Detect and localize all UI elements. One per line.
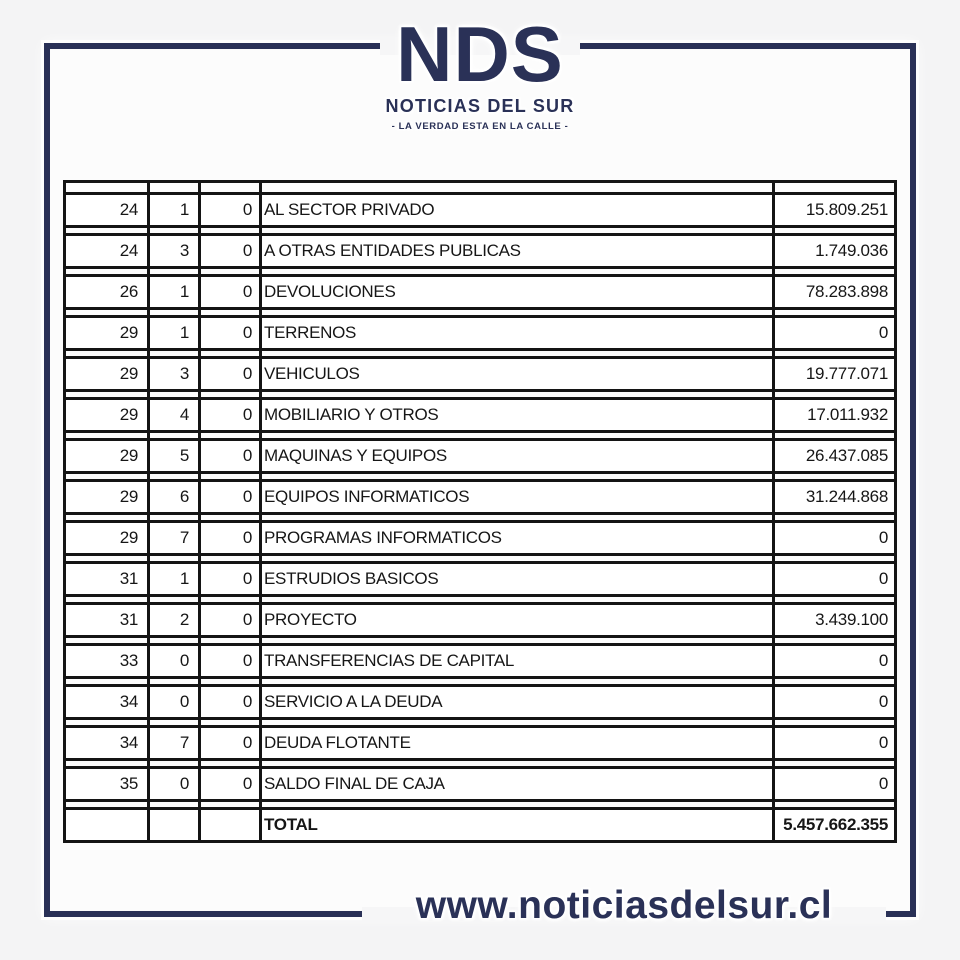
cell-assign: 0 xyxy=(242,733,252,752)
cell-amount: 78.283.898 xyxy=(805,282,888,301)
cell-amount: 0 xyxy=(878,651,888,670)
cell-description: ESTRUDIOS BASICOS xyxy=(264,569,439,588)
cell-amount: 0 xyxy=(878,528,888,547)
cell-description: A OTRAS ENTIDADES PUBLICAS xyxy=(264,241,521,260)
cell-item: 3 xyxy=(179,364,189,383)
cell-amount: 0 xyxy=(878,569,888,588)
cell-description: PROYECTO xyxy=(264,610,357,629)
cell-amount: 31.244.868 xyxy=(805,487,888,506)
cell-item: 0 xyxy=(179,774,189,793)
cell-amount: 0 xyxy=(878,733,888,752)
cell-assign: 0 xyxy=(242,241,252,260)
brand-tagline-text: - LA VERDAD ESTA EN LA CALLE - xyxy=(391,120,569,132)
cell-subcode: 29 xyxy=(119,405,138,424)
cell-item: 1 xyxy=(179,200,189,219)
cell-subcode: 29 xyxy=(119,487,138,506)
cell-subcode: 24 xyxy=(119,241,138,260)
cell-description: TRANSFERENCIAS DE CAPITAL xyxy=(264,651,515,670)
cell-description: DEVOLUCIONES xyxy=(264,282,396,301)
cell-subcode: 26 xyxy=(119,282,138,301)
cell-amount: 0 xyxy=(878,323,888,342)
cell-amount: 19.777.071 xyxy=(805,364,888,383)
cell-description: SALDO FINAL DE CAJA xyxy=(264,774,445,793)
cell-item: 5 xyxy=(179,446,189,465)
cell-subcode: 34 xyxy=(119,733,138,752)
cell-amount: 26.437.085 xyxy=(805,446,888,465)
cell-subcode: 29 xyxy=(119,364,138,383)
cell-amount: 17.011.932 xyxy=(807,405,888,424)
cell-assign: 0 xyxy=(242,774,252,793)
cell-assign: 0 xyxy=(242,323,252,342)
cell-assign: 0 xyxy=(242,610,252,629)
cell-subcode: 34 xyxy=(119,692,138,711)
website-text: www.noticiasdelsur.cl xyxy=(415,884,833,927)
cell-assign: 0 xyxy=(242,692,252,711)
cell-amount: 0 xyxy=(878,774,888,793)
cell-item: 7 xyxy=(179,733,189,752)
cell-amount: 3.439.100 xyxy=(815,610,888,629)
cell-item: 1 xyxy=(179,323,189,342)
brand-name-text: NOTICIAS DEL SUR xyxy=(385,95,575,116)
cell-item: 6 xyxy=(179,487,189,506)
cell-description: TERRENOS xyxy=(264,323,357,342)
table-grid-vline xyxy=(894,180,897,843)
cell-subcode: 24 xyxy=(119,200,138,219)
budget-table xyxy=(63,180,897,843)
cell-item: 0 xyxy=(179,651,189,670)
cell-description: VEHICULOS xyxy=(264,364,360,383)
cell-amount: 5.457.662.355 xyxy=(783,815,888,834)
table-grid-vline xyxy=(259,180,262,843)
brand-logo xyxy=(385,10,575,132)
cell-item: 7 xyxy=(179,528,189,547)
cell-description: MOBILIARIO Y OTROS xyxy=(264,405,439,424)
cell-amount: 15.809.251 xyxy=(805,200,888,219)
cell-subcode: 31 xyxy=(119,569,138,588)
cell-description: EQUIPOS INFORMATICOS xyxy=(264,487,470,506)
cell-assign: 0 xyxy=(242,446,252,465)
cell-subcode: 29 xyxy=(119,528,138,547)
table-grid-vline xyxy=(772,180,775,843)
cell-subcode: 29 xyxy=(119,323,138,342)
cell-item: 1 xyxy=(179,569,189,588)
table-grid-vline xyxy=(63,180,66,843)
cell-assign: 0 xyxy=(242,282,252,301)
table-grid-vline xyxy=(147,180,150,843)
logo-nds-text: NDS xyxy=(396,10,564,98)
cell-subcode: 31 xyxy=(119,610,138,629)
cell-item: 2 xyxy=(179,610,189,629)
cell-assign: 0 xyxy=(242,487,252,506)
cell-amount: 1.749.036 xyxy=(815,241,888,260)
cell-item: 4 xyxy=(179,405,189,424)
cell-assign: 0 xyxy=(242,364,252,383)
cell-assign: 0 xyxy=(242,651,252,670)
cell-item: 0 xyxy=(179,692,189,711)
cell-subcode: 29 xyxy=(119,446,138,465)
cell-item: 1 xyxy=(179,282,189,301)
cell-assign: 0 xyxy=(242,528,252,547)
cell-assign: 0 xyxy=(242,200,252,219)
cell-description: TOTAL xyxy=(264,815,318,834)
cell-amount: 0 xyxy=(878,692,888,711)
cell-subcode: 35 xyxy=(119,774,138,793)
cell-description: AL SECTOR PRIVADO xyxy=(264,200,435,219)
cell-subcode: 33 xyxy=(119,651,138,670)
cell-assign: 0 xyxy=(242,405,252,424)
cell-description: PROGRAMAS INFORMATICOS xyxy=(264,528,502,547)
cell-description: MAQUINAS Y EQUIPOS xyxy=(264,446,447,465)
cell-description: DEUDA FLOTANTE xyxy=(264,733,411,752)
cell-description: SERVICIO A LA DEUDA xyxy=(264,692,443,711)
table-grid-vline xyxy=(198,180,201,843)
cell-assign: 0 xyxy=(242,569,252,588)
cell-item: 3 xyxy=(179,241,189,260)
